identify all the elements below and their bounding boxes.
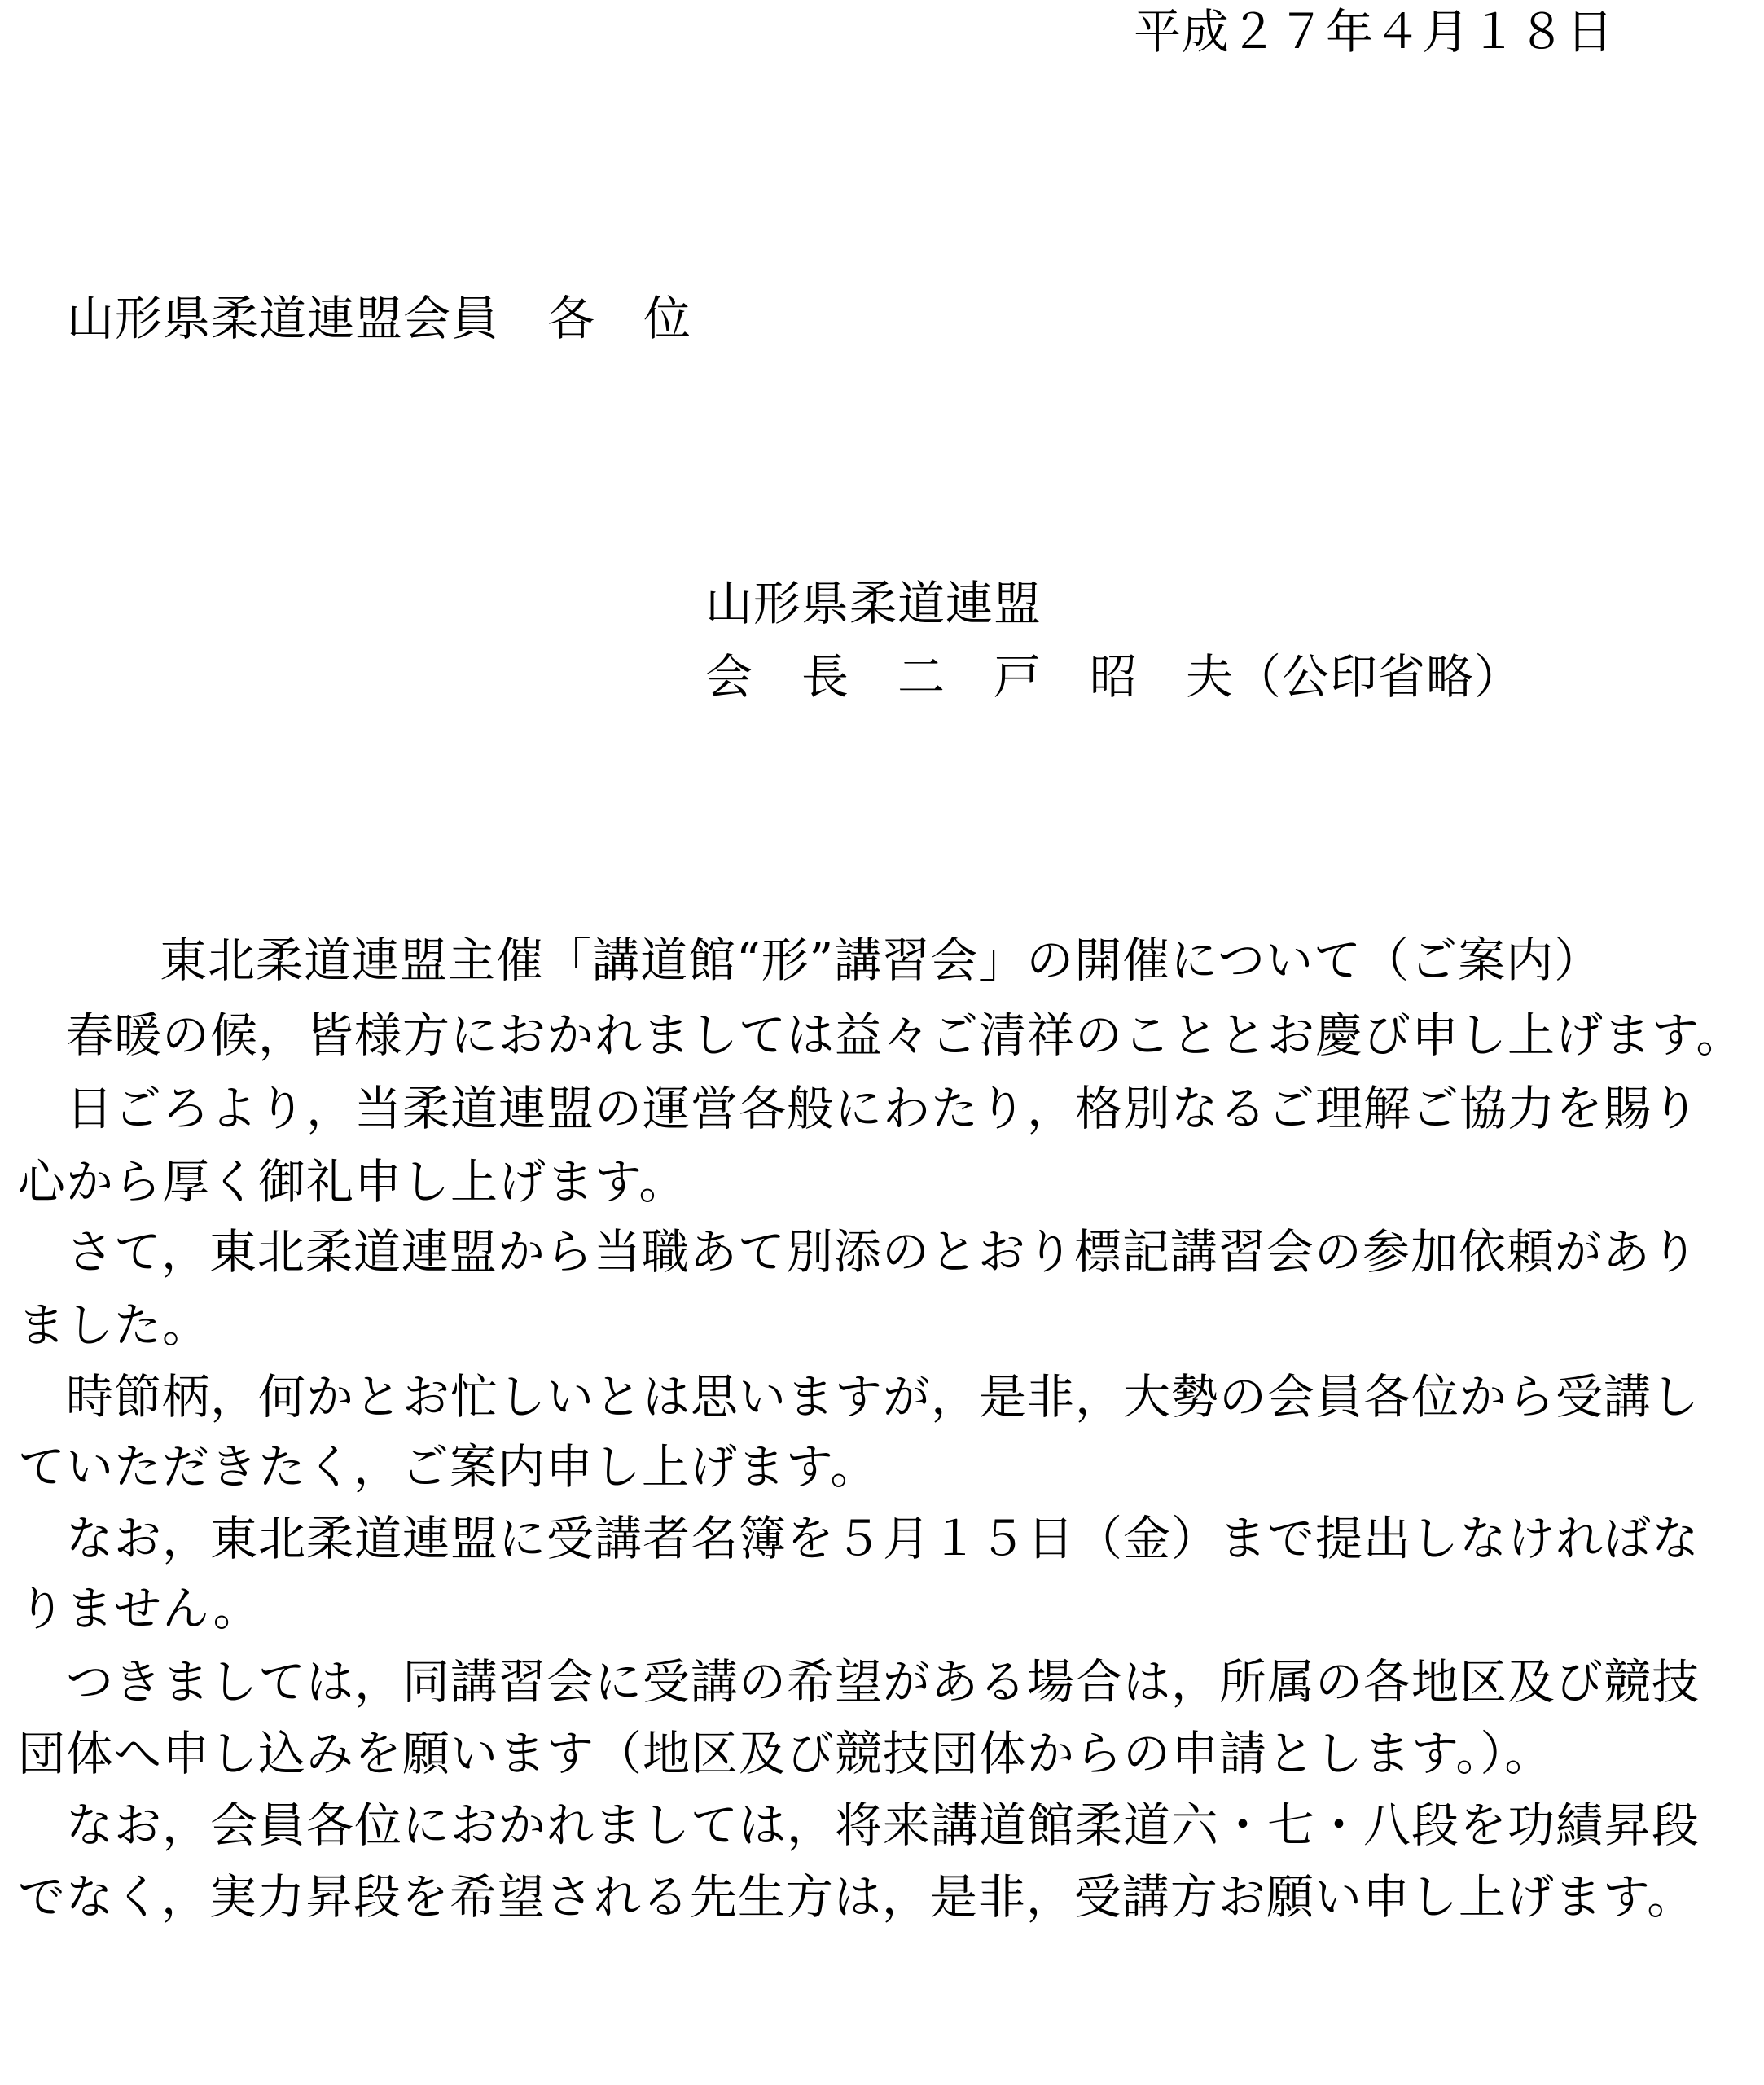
- sender-name: 会 長 二 戸 昭 夫（公印省略）: [705, 649, 1523, 705]
- body-line: りません。: [18, 1581, 261, 1636]
- body-line: 日ごろより，当柔道連盟の運営各般にわたり，格別なるご理解ご協力を賜り: [18, 1081, 1700, 1136]
- body-line: ました。: [18, 1297, 211, 1353]
- body-line: 心から厚く御礼申し上げます。: [18, 1154, 687, 1209]
- body-line: でなく，実力昇段を希望される先生方は，是非，受講方お願い申し上げます。: [18, 1869, 1696, 1925]
- body-line: 春暖の候，皆様方におかれましては益々ご清祥のこととお慶び申し上げます。: [18, 1007, 1744, 1063]
- body-line: 団体へ申し込みを願います（地区及び競技団体からの申請とします。）。: [18, 1726, 1553, 1781]
- body-line: 時節柄，何かとお忙しいとは思いますが，是非，大勢の会員各位から受講し: [18, 1369, 1700, 1424]
- body-line: ていただきたく，ご案内申し上げます。: [18, 1439, 879, 1495]
- document-subject: 東北柔道連盟主催「講道館“形”講習会」の開催について（ご案内）: [160, 933, 1603, 988]
- sender-organization: 山形県柔道連盟: [705, 576, 1042, 631]
- body-line: つきましては，同講習会に受講の希望がある場合は，所属の各地区及び競技: [18, 1654, 1700, 1710]
- body-line: なお，東北柔道連盟に受講者名簿を５月１５日（金）まで提出しなければな: [18, 1511, 1700, 1566]
- document-date: 平成２７年４月１８日: [1134, 4, 1615, 59]
- body-line: さて，東北柔道連盟から当職あて別添のとおり標記講習会の参加依頼があり: [18, 1224, 1699, 1280]
- addressee: 山形県柔道連盟会員 各 位: [67, 291, 692, 346]
- body-line: なお，会員各位におかれましては，将来講道館柔道六・七・八段を功績昇段: [18, 1797, 1700, 1853]
